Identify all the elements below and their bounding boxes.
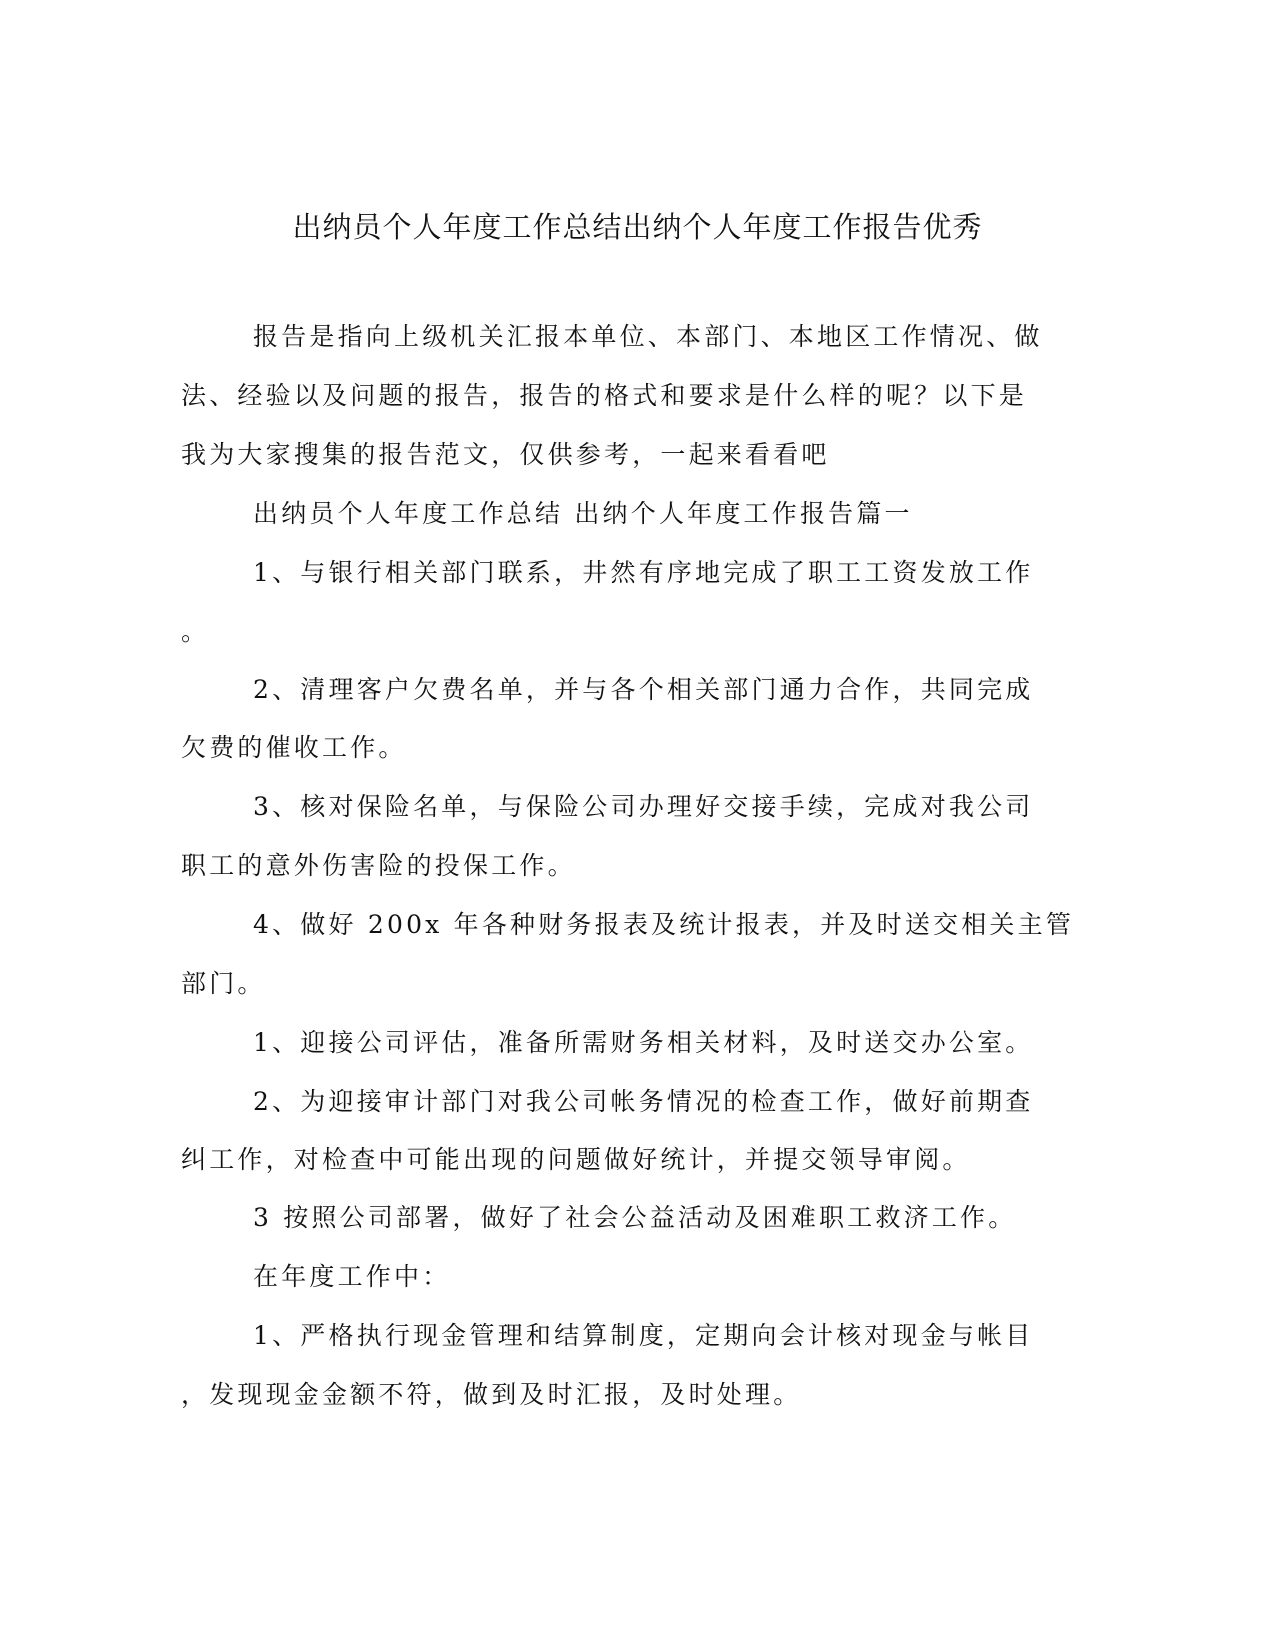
paragraph-line: 1、迎接公司评估，准备所需财务相关材料，及时送交办公室。 bbox=[253, 1028, 1034, 1057]
paragraph-line: ，发现现金金额不符，做到及时汇报，及时处理。 bbox=[181, 1380, 802, 1409]
paragraph-line: 。 bbox=[181, 617, 210, 646]
paragraph-line: 纠工作，对检查中可能出现的问题做好统计，并提交领导审阅。 bbox=[181, 1145, 971, 1174]
paragraph-line: 2、为迎接审计部门对我公司帐务情况的检查工作，做好前期查 bbox=[253, 1087, 1034, 1116]
paragraph-line: 报告是指向上级机关汇报本单位、本部门、本地区工作情况、做 bbox=[253, 322, 1043, 351]
paragraph-line: 我为大家搜集的报告范文，仅供参考，一起来看看吧 bbox=[181, 440, 830, 469]
section-heading: 出纳员个人年度工作总结 出纳个人年度工作报告篇一 bbox=[253, 499, 913, 528]
document-title: 出纳员个人年度工作总结出纳个人年度工作报告优秀 bbox=[292, 210, 983, 244]
paragraph-line: 1、严格执行现金管理和结算制度，定期向会计核对现金与帐目 bbox=[253, 1321, 1034, 1350]
paragraph-line: 法、经验以及问题的报告，报告的格式和要求是什么样的呢？以下是 bbox=[181, 381, 1028, 410]
paragraph-line: 3、核对保险名单，与保险公司办理好交接手续，完成对我公司 bbox=[253, 792, 1034, 821]
paragraph-line: 1、与银行相关部门联系，井然有序地完成了职工工资发放工作 bbox=[253, 558, 1034, 587]
paragraph-line: 3 按照公司部署，做好了社会公益活动及困难职工救济工作。 bbox=[253, 1203, 1017, 1232]
paragraph-line: 欠费的催收工作。 bbox=[181, 733, 407, 762]
paragraph-line: 部门。 bbox=[181, 969, 266, 998]
paragraph-line: 4、做好 200x 年各种财务报表及统计报表，并及时送交相关主管 bbox=[253, 910, 1075, 939]
paragraph-line: 2、清理客户欠费名单，并与各个相关部门通力合作，共同完成 bbox=[253, 675, 1034, 704]
paragraph-line: 在年度工作中： bbox=[253, 1262, 451, 1291]
paragraph-line: 职工的意外伤害险的投保工作。 bbox=[181, 851, 576, 880]
